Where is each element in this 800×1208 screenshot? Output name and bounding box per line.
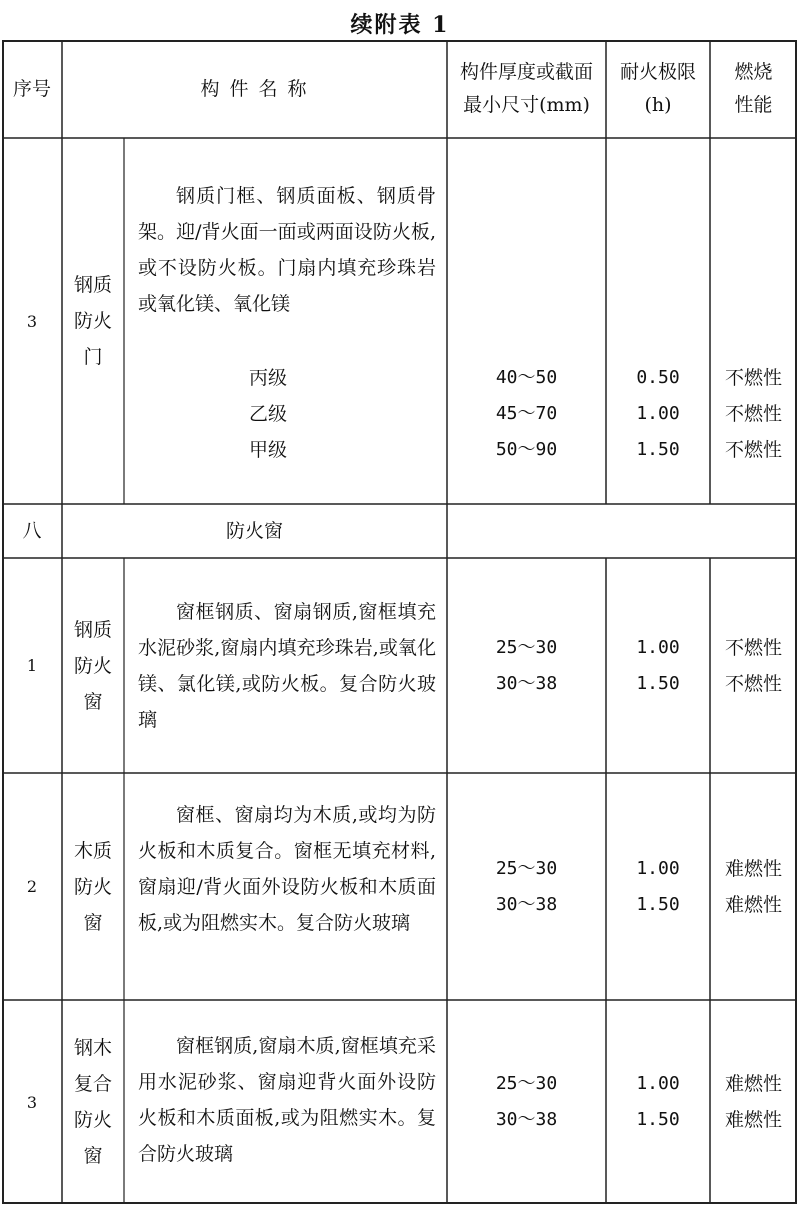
combustibility-value: 不燃性 bbox=[724, 637, 782, 659]
fire-limit-value: 1.50 bbox=[636, 1109, 680, 1130]
fire-limit-value: 0.50 bbox=[636, 367, 680, 388]
thickness-value: 45～70 bbox=[495, 403, 558, 424]
grade-a: 甲级 bbox=[248, 439, 287, 461]
combustibility-value: 不燃性 bbox=[724, 673, 782, 695]
window-3-name: 钢木复合防火窗 bbox=[74, 1037, 113, 1167]
door-seq: 3 bbox=[26, 311, 38, 331]
thickness-value: 50～90 bbox=[495, 439, 558, 460]
window-3-description: 窗框钢质,窗扇木质,窗框填充采用水泥砂浆、窗扇迎背火面外设防火板和木质面板,或为阻燃实木。复合防火玻璃 bbox=[138, 1035, 436, 1165]
header-seq: 序号 bbox=[12, 77, 51, 100]
window-3-thickness bbox=[447, 1066, 606, 1138]
section-seq: 八 bbox=[22, 519, 42, 542]
section-label: 防火窗 bbox=[225, 519, 283, 542]
fire-resistance-table bbox=[2, 40, 797, 1204]
fire-limit-value: 1.50 bbox=[636, 439, 680, 460]
fire-limit-value: 1.00 bbox=[636, 858, 680, 879]
header-combustibility: 燃烧性能 bbox=[734, 61, 773, 116]
door-combustibility bbox=[710, 360, 797, 468]
door-thickness bbox=[447, 360, 606, 468]
fire-limit-value: 1.00 bbox=[636, 1073, 680, 1094]
door-description: 钢质门框、钢质面板、钢质骨架。迎/背火面一面或两面设防火板,或不设防火板。门扇内填充珍珠岩或氧化镁、氧化镁 bbox=[138, 185, 436, 315]
fire-limit-value: 1.00 bbox=[636, 637, 680, 658]
window-1-seq: 1 bbox=[26, 656, 38, 675]
door-fire-limit bbox=[606, 360, 710, 468]
thickness-value: 25～30 bbox=[495, 637, 558, 658]
thickness-value: 30～38 bbox=[495, 1109, 558, 1130]
door-grades bbox=[228, 360, 308, 468]
window-2-description: 窗框、窗扇均为木质,或均为防火板和木质复合。窗框无填充材料,窗扇迎/背火面外设防火板和木质面板,或为阻燃实木。复合防火玻璃 bbox=[138, 804, 436, 934]
window-2-combustibility bbox=[710, 851, 797, 923]
combustibility-value: 不燃性 bbox=[724, 367, 782, 389]
header-fire-limit: 耐火极限(h) bbox=[619, 61, 696, 116]
combustibility-value: 不燃性 bbox=[724, 439, 782, 461]
window-3-combustibility bbox=[710, 1066, 797, 1138]
window-1-fire-limit bbox=[606, 630, 710, 702]
door-name: 钢质防火门 bbox=[74, 274, 113, 368]
combustibility-value: 难燃性 bbox=[724, 1073, 782, 1095]
thickness-value: 30～38 bbox=[495, 894, 558, 915]
window-3-fire-limit bbox=[606, 1066, 710, 1138]
header-thickness: 构件厚度或截面最小尺寸(mm) bbox=[459, 61, 593, 116]
thickness-value: 25～30 bbox=[495, 858, 558, 879]
combustibility-value: 难燃性 bbox=[724, 894, 782, 916]
window-1-thickness bbox=[447, 630, 606, 702]
combustibility-value: 难燃性 bbox=[724, 858, 782, 880]
window-3-seq: 3 bbox=[26, 1092, 38, 1112]
grade-b: 乙级 bbox=[248, 403, 287, 425]
thickness-value: 40～50 bbox=[495, 367, 558, 388]
table-title: 续附表 1 bbox=[350, 12, 450, 38]
combustibility-value: 难燃性 bbox=[724, 1109, 782, 1131]
fire-limit-value: 1.50 bbox=[636, 673, 680, 694]
window-1-name: 钢质防火窗 bbox=[74, 618, 113, 713]
window-1-description: 窗框钢质、窗扇钢质,窗框填充水泥砂浆,窗扇内填充珍珠岩,或氧化镁、氯化镁,或防火板。复合防火玻璃 bbox=[138, 601, 436, 731]
thickness-value: 25～30 bbox=[495, 1073, 558, 1094]
fire-limit-value: 1.00 bbox=[636, 403, 680, 424]
combustibility-value: 不燃性 bbox=[724, 403, 782, 425]
thickness-value: 30～38 bbox=[495, 673, 558, 694]
grade-c: 丙级 bbox=[248, 367, 287, 389]
window-2-name: 木质防火窗 bbox=[74, 839, 113, 934]
header-name: 构 件 名 称 bbox=[200, 77, 309, 100]
window-2-seq: 2 bbox=[26, 877, 38, 896]
fire-limit-value: 1.50 bbox=[636, 894, 680, 915]
window-2-thickness bbox=[447, 851, 606, 923]
window-1-combustibility bbox=[710, 630, 797, 702]
window-2-fire-limit bbox=[606, 851, 710, 923]
